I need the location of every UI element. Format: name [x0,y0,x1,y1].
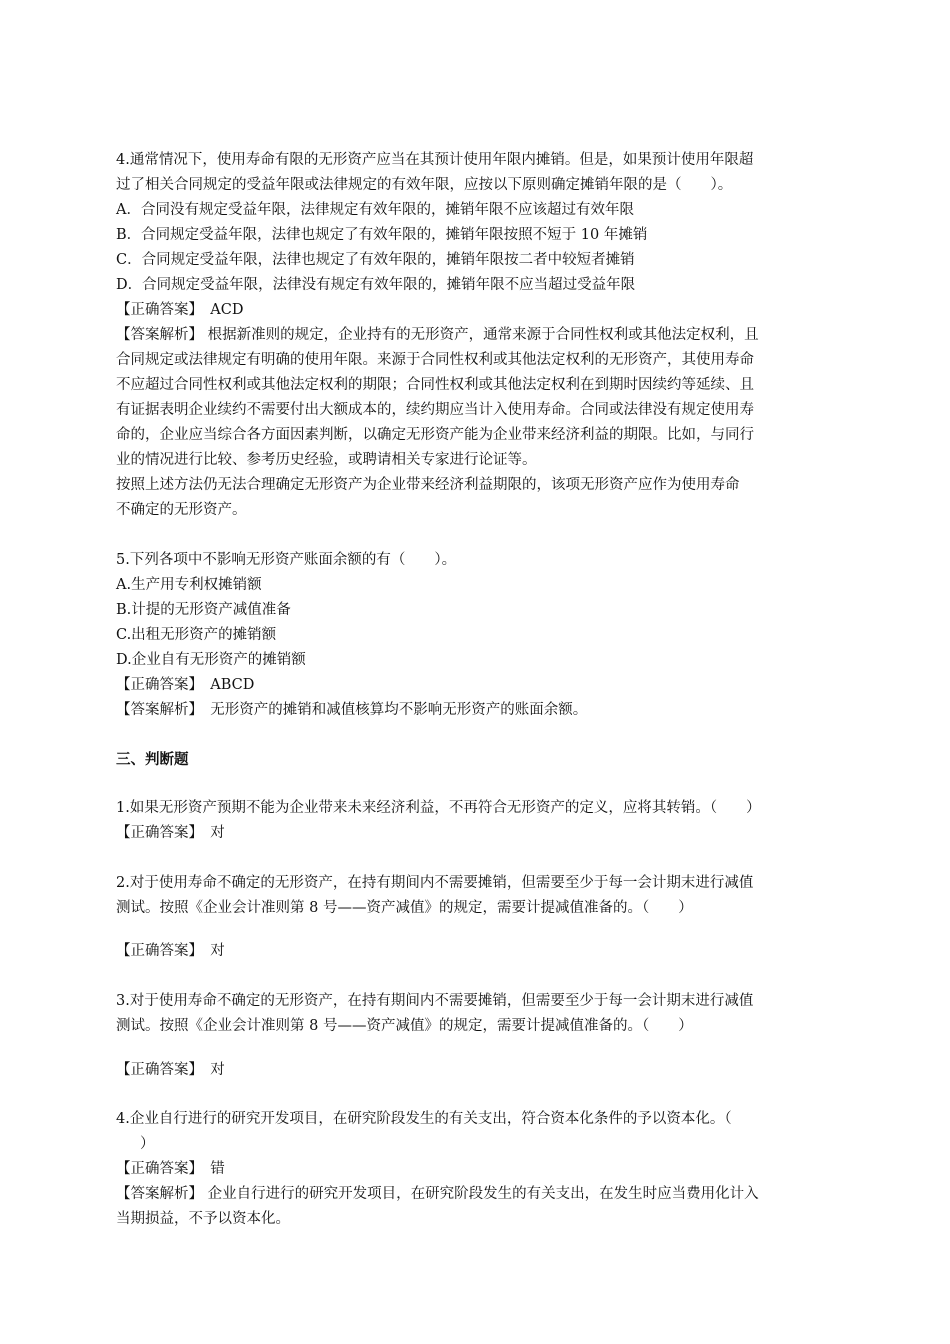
q4-option-c: C．合同规定受益年限，法律也规定了有效年限的，摊销年限按二者中较短者摊销 [116,252,635,268]
j4-stem-line-2: ） [140,1136,155,1152]
q4-option-b: B．合同规定受益年限，法律也规定了有效年限的，摊销年限按照不短于 10 年摊销 [116,227,648,243]
q4-analysis-line-1: 【答案解析】 根据新准则的规定，企业持有的无形资产，通常来源于合同性权利或其他法定权利，且 [116,327,759,343]
q4-analysis-line-4: 有证据表明企业续约不需要付出大额成本的，续约期应当计入使用寿命。合同或法律没有规定使用寿 [116,402,754,418]
q4-option-a: A．合同没有规定受益年限，法律规定有效年限的，摊销年限不应该超过有效年限 [116,202,634,218]
q5-stem: 5.下列各项中不影响无形资产账面余额的有（ ）。 [116,552,457,568]
q5-analysis: 【答案解析】 无形资产的摊销和减值核算均不影响无形资产的账面余额。 [116,702,588,718]
j4-analysis-line-1: 【答案解析】 企业自行进行的研究开发项目，在研究阶段发生的有关支出，在发生时应当费用化计入 [116,1186,759,1202]
j3-stem-line-2: 测试。按照《企业会计准则第 8 号——资产减值》的规定，需要计提减值准备的。（ ） [116,1018,693,1034]
q4-analysis-line-6: 业的情况进行比较、参考历史经验，或聘请相关专家进行论证等。 [116,452,537,468]
j2-answer: 【正确答案】 对 [116,943,225,959]
q4-stem-line-2: 过了相关合同规定的受益年限或法律规定的有效年限，应按以下原则确定摊销年限的是（ ）。 [116,177,733,193]
q4-analysis-line-2: 合同规定或法律规定有明确的使用年限。来源于合同性权利或其他法定权利的无形资产，其使用寿命 [116,352,754,368]
q5-option-d: D.企业自有无形资产的摊销额 [116,652,306,668]
j4-answer: 【正确答案】 错 [116,1161,225,1177]
section-title: 三、判断题 [116,751,189,768]
q5-option-c: C.出租无形资产的摊销额 [116,627,277,643]
q4-stem-line-1: 4.通常情况下，使用寿命有限的无形资产应当在其预计使用年限内摊销。但是，如果预计使用年限超 [116,152,754,168]
j1-stem: 1.如果无形资产预期不能为企业带来未来经济利益，不再符合无形资产的定义，应将其转销。（ ） [116,800,761,816]
j4-analysis-line-2: 当期损益，不予以资本化。 [116,1211,290,1227]
j3-answer: 【正确答案】 对 [116,1062,225,1078]
q4-analysis-line-5: 命的，企业应当综合各方面因素判断，以确定无形资产能为企业带来经济利益的期限。比如，与同行 [116,427,754,443]
q4-analysis-line-8: 不确定的无形资产。 [116,502,247,518]
j1-answer: 【正确答案】 对 [116,825,225,841]
q5-option-a: A.生产用专利权摊销额 [116,577,262,593]
j2-stem-line-2: 测试。按照《企业会计准则第 8 号——资产减值》的规定，需要计提减值准备的。（ ） [116,900,693,916]
j2-stem-line-1: 2.对于使用寿命不确定的无形资产，在持有期间内不需要摊销，但需要至少于每一会计期末进行减值 [116,875,754,891]
q5-answer: 【正确答案】 ABCD [116,677,255,693]
j3-stem-line-1: 3.对于使用寿命不确定的无形资产，在持有期间内不需要摊销，但需要至少于每一会计期末进行减值 [116,993,754,1009]
q4-answer: 【正确答案】 ACD [116,302,244,318]
q4-analysis-line-7: 按照上述方法仍无法合理确定无形资产为企业带来经济利益期限的，该项无形资产应作为使用寿命 [116,477,740,493]
q4-option-d: D．合同规定受益年限，法律没有规定有效年限的，摊销年限不应当超过受益年限 [116,277,636,293]
q4-analysis-line-3: 不应超过合同性权利或其他法定权利的期限；合同性权利或其他法定权利在到期时因续约等延续、且 [116,377,754,393]
j4-stem-line-1: 4.企业自行进行的研究开发项目，在研究阶段发生的有关支出，符合资本化条件的予以资本化。（ [116,1111,732,1127]
q5-option-b: B.计提的无形资产减值准备 [116,602,291,618]
